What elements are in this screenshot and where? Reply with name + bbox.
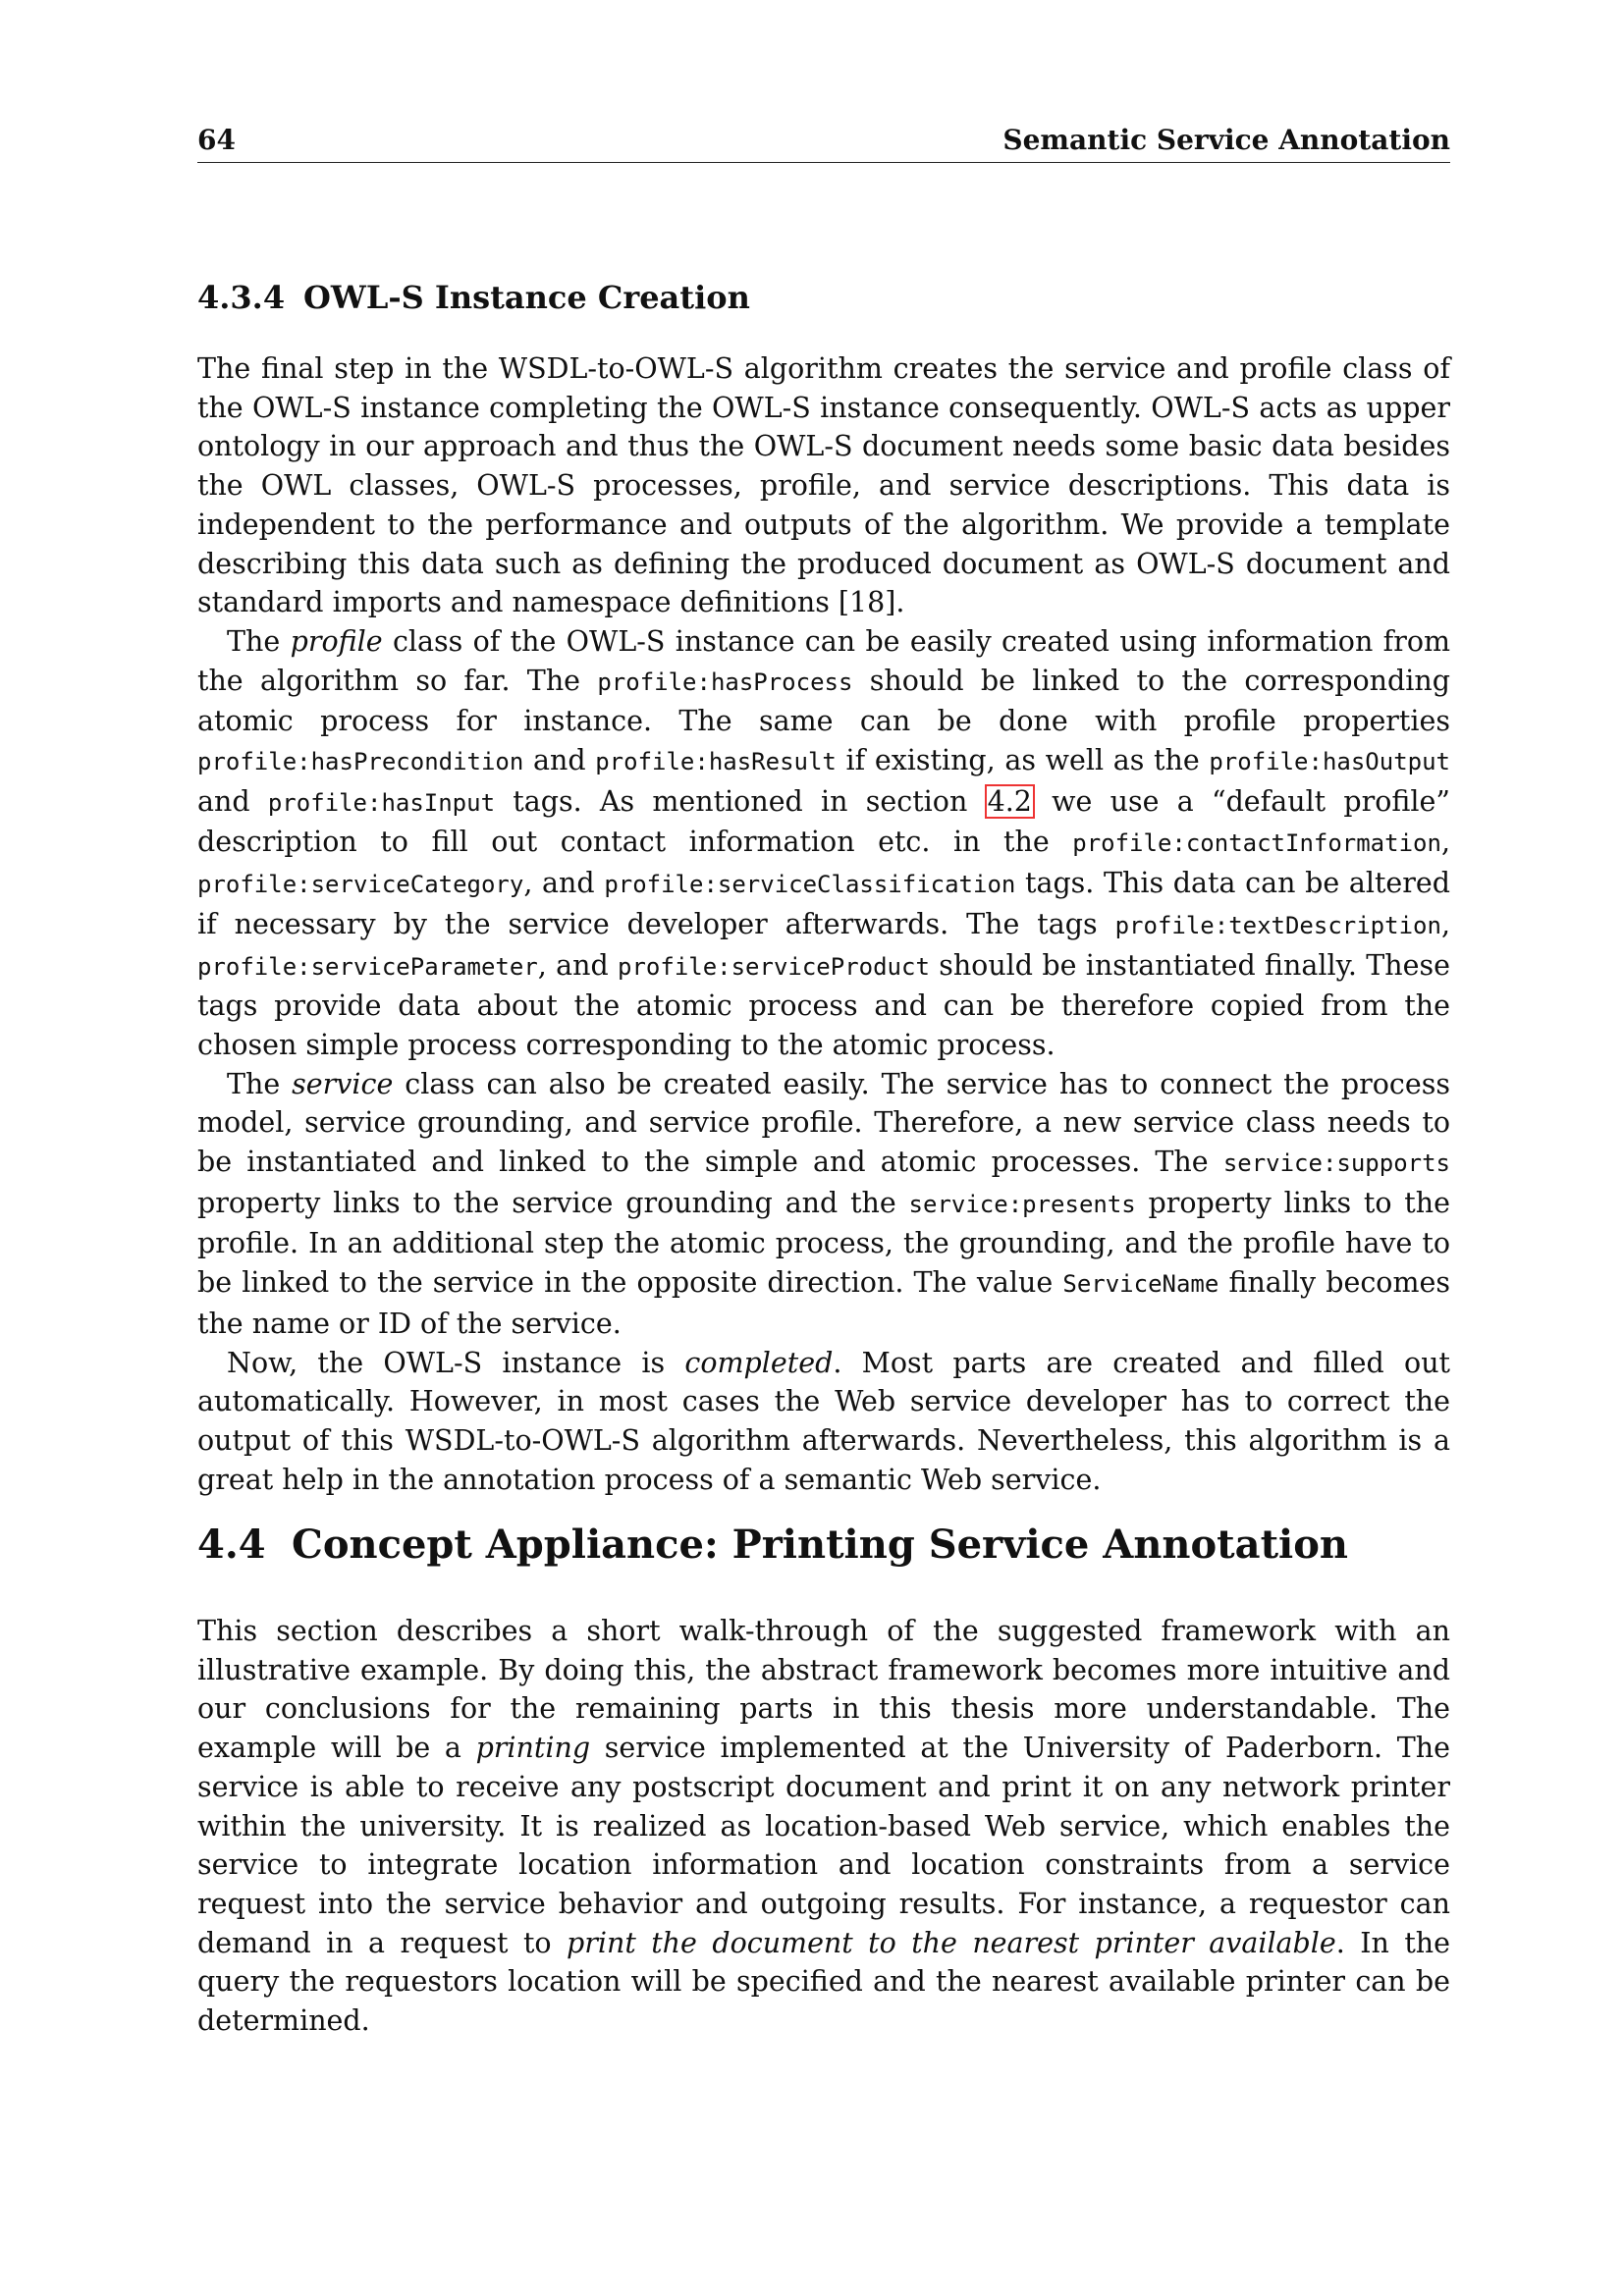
inline-code: profile:hasInput: [267, 788, 496, 817]
text-run: if existing, as well as the: [836, 744, 1210, 777]
emphasis: printing: [475, 1732, 591, 1765]
paragraph: [197, 622, 1450, 1065]
inline-code: service:supports: [1222, 1149, 1450, 1178]
inline-code: profile:hasProcess: [597, 667, 853, 696]
text-run: ,: [1440, 826, 1450, 859]
inline-code: profile:hasOutput: [1209, 748, 1450, 776]
text-run: class can also be created easily. The service has to connect the process model, service grounding, and service profile. Therefore, a new service class needs to be instantiated and linked to the simple and atomic processes. The: [197, 1067, 1451, 1179]
text-run: finally becomes the name or ID of the service.: [197, 1266, 1450, 1340]
text-run: The final step in the WSDL-to-OWL-S algorithm creates the service and profile class of the OWL-S instance completing the OWL-S instance consequently. OWL-S acts as upper ontology in our approach and thus the OWL-S document needs some basic data besides the OWL classes, OWL-S processes, profile, and service descriptions. This data is independent to the performance and outputs of the algorithm. We provide a template describing this data such as defining the produced document as OWL-S document and standard imports and namespace definitions [18].: [197, 352, 1450, 619]
emphasis: print the document to the nearest printer available: [567, 1926, 1336, 1959]
section-heading: [197, 1522, 1348, 1568]
subsection-number: 4.3.4: [197, 279, 286, 316]
text-run: and: [197, 784, 268, 818]
inline-code: profile:serviceParameter: [197, 952, 538, 981]
paragraph: [197, 1612, 1450, 2041]
subsection-title: OWL-S Instance Creation: [303, 279, 750, 316]
inline-code: profile:hasPrecondition: [197, 748, 524, 776]
text-run: service implemented at the University of Paderborn. The service is able to receive any postscript document and print it on any network printer within the university. It is realized as location-based Web service, which enables the service to integrate location information and location constraints from a service request into the service behavior and outgoing results. For instance, a requestor can demand in a request to: [197, 1732, 1450, 1959]
text-run: tags. This data can be altered if necessary by the service developer afterwards. The tags: [197, 867, 1450, 940]
text-run: Now, the OWL-S instance is: [227, 1346, 685, 1379]
text-run: The: [227, 624, 291, 658]
paragraph: [197, 1344, 1450, 1500]
inline-code: profile:hasResult: [595, 748, 837, 776]
running-title: Semantic Service Annotation: [1002, 124, 1450, 156]
paragraph: [197, 349, 1450, 622]
paragraph: [197, 1065, 1450, 1344]
inline-code: service:presents: [908, 1190, 1136, 1218]
inline-code: profile:serviceProduct: [618, 952, 930, 981]
subsection-heading: [197, 279, 750, 316]
text-run: property links to the profile. In an additional step the atomic process, the grounding, and the profile have to be linked to the service in the opposite direction. The value: [197, 1186, 1450, 1300]
subsection-body: [197, 349, 1450, 1499]
text-run: The: [227, 1067, 293, 1100]
section-reference-link[interactable]: 4.2: [987, 784, 1032, 818]
inline-code: profile:serviceClassification: [604, 871, 1016, 899]
emphasis: completed: [684, 1346, 834, 1379]
inline-code: profile:serviceCategory: [197, 871, 524, 899]
text-run: ,: [1440, 907, 1450, 940]
section-body: [197, 1612, 1450, 2041]
text-run: tags. As mentioned in section: [495, 784, 986, 818]
section-title: Concept Appliance: Printing Service Annotation: [292, 1522, 1348, 1568]
emphasis: profile: [290, 624, 383, 658]
text-run: we use a “default profile” description to fill out contact information etc. in the: [197, 784, 1450, 859]
inline-code: profile:contactInformation: [1072, 829, 1441, 858]
running-header: [197, 124, 1450, 163]
emphasis: service: [292, 1067, 394, 1100]
text-run: property links to the service grounding and the: [197, 1186, 909, 1219]
text-run: and: [523, 744, 596, 777]
inline-code: ServiceName: [1062, 1270, 1219, 1299]
text-run: . In the query the requestors location will be specified and the nearest available printer can be determined.: [197, 1926, 1450, 2038]
text-run: should be linked to the corresponding atomic process for instance. The same can be done with profile properties: [197, 664, 1450, 738]
text-run: , and: [523, 867, 605, 900]
text-run: This section describes a short walk-through of the suggested framework with an illustrative example. By doing this, the abstract framework becomes more intuitive and our conclusions for the remaining parts in this thesis more understandable. The example will be a: [197, 1615, 1450, 1765]
text-run: should be instantiated finally. These tags provide data about the atomic process and can be therefore copied from the chosen simple process corresponding to the atomic process.: [197, 948, 1450, 1061]
text-run: class of the OWL-S instance can be easily created using information from the algorithm so far. The: [197, 624, 1451, 697]
text-run: . Most parts are created and filled out automatically. However, in most cases the Web service developer has to correct the output of this WSDL-to-OWL-S algorithm afterwards. Nevertheless, this algorithm is a great help in the annotation process of a semantic Web service.: [197, 1346, 1451, 1496]
page-number: 64: [197, 124, 236, 156]
section-number: 4.4: [197, 1522, 266, 1568]
inline-code: profile:textDescription: [1114, 911, 1441, 939]
text-run: , and: [537, 948, 619, 982]
